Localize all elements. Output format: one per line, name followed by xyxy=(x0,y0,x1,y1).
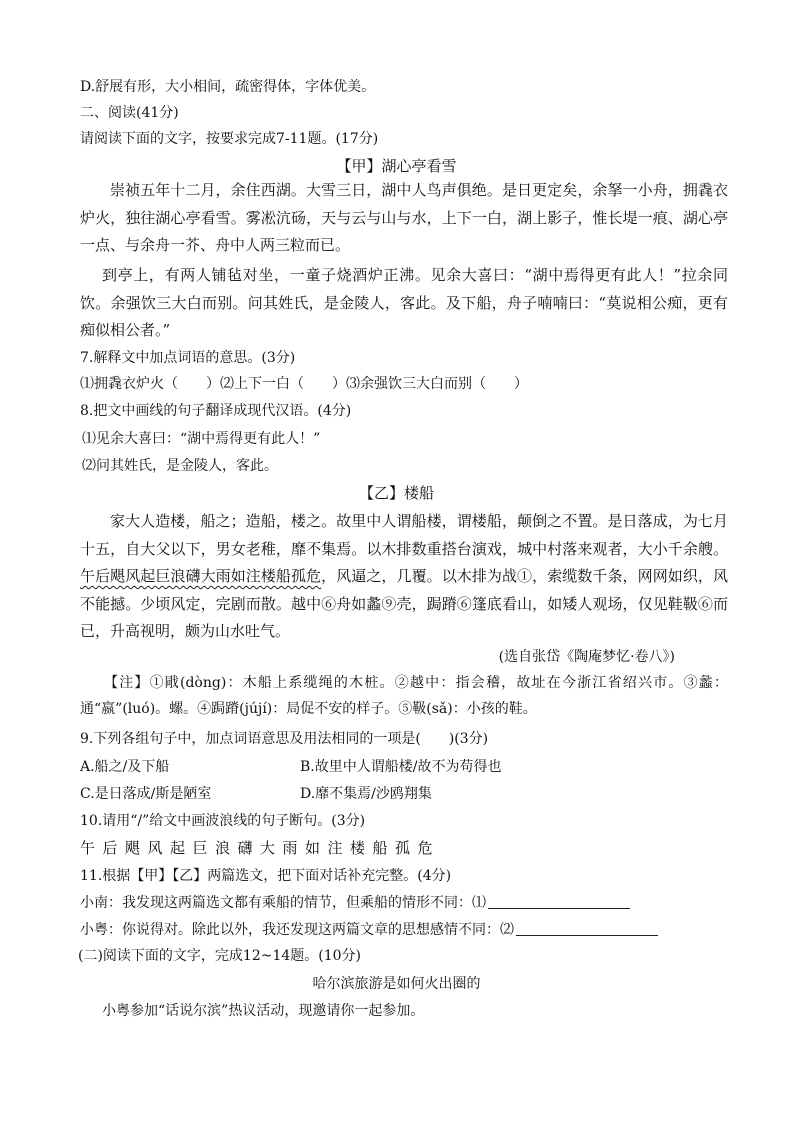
answer-blank-1[interactable] xyxy=(488,895,630,909)
part-2-heading: (二)阅读下面的文字，完成12~14题。(10分) xyxy=(78,948,362,964)
passage-yi-title: 【乙】楼船 xyxy=(358,484,434,502)
question-11-dialogue-a xyxy=(80,893,720,913)
article-intro: 小粤参加“话说尔滨”热议活动，现邀请你一起参加。 xyxy=(102,1003,425,1019)
reading-instruction: 请阅读下面的文字，按要求完成7-11题。(17分) xyxy=(80,131,379,147)
passage-jia-paragraph-2: 到亭上，有两人铺毡对坐，一童子烧酒炉正沸。见余大喜曰：“湖中焉得更有此人！”拉余同饮。余强饮三大白而别。问其姓氏，是金陵人，客此。及下船，舟子喃喃曰：“莫说相公痴，更有痴似相公者。” xyxy=(80,266,728,339)
question-10-sentence: 午后飓风起巨浪礴大雨如注楼船孤危 xyxy=(80,839,441,857)
passage-jia-title: 【甲】湖心亭看雪 xyxy=(336,157,457,175)
question-9: 9.下列各组句子中，加点词语意思及用法相同的一项是( )(3分) xyxy=(80,731,489,747)
question-7-items: ⑴拥毳衣炉火（ ）⑵上下一白（ ）⑶余强饮三大白而别（ ） xyxy=(80,376,528,392)
question-11-dialogue-b xyxy=(80,920,720,940)
option-d: D.舒展有形，大小相间，疏密得体，字体优美。 xyxy=(80,79,376,95)
question-11: 11.根据【甲】【乙】两篇选文，把下面对话补充完整。(4分) xyxy=(80,868,452,884)
passage-yi-text-b: ，风逼之，几覆。以木排为战①，索缆数千条，网网如织，风不能撼。少顷风定，完剧而散。越中⑥舟如蠡⑨壳，跼蹐⑥篷底看山，如矮人观场，仅见鞋靸⑥而已，升高视明，颇为山水吐气。 xyxy=(80,567,728,640)
question-9-option-d: D.靡不集焉/沙鸥翔集 xyxy=(300,786,432,802)
question-8: 8.把文中画线的句子翻译成现代汉语。(4分) xyxy=(80,403,352,419)
dialogue-b-text: 小粤：你说得对。除此以外，我还发现这两篇文章的思想感情不同：⑵ xyxy=(80,922,514,938)
dialogue-a-text: 小南：我发现这两篇选文都有乘船的情节，但乘船的情形不同：⑴ xyxy=(80,895,486,911)
annotation-note: 【注】①戙(dòng)：木船上系缆绳的木桩。②越中：指会稽，故址在今浙江省绍兴市。③蠡：通“嬴”(luó)。螺。④跼蹐(jújí)：局促不安的样子。⑤靸(sǎ)：小孩的鞋。 xyxy=(80,675,728,717)
section-heading: 二、阅读(41分) xyxy=(80,105,179,121)
question-9-option-c: C.是日落成/斯是陋室 xyxy=(80,786,212,802)
question-10: 10.请用“/”给文中画波浪线的句子断句。(3分) xyxy=(80,813,366,829)
question-8-item-2: ⑵问其姓氏，是金陵人，客此。 xyxy=(82,458,278,474)
source-citation: (选自张岱《陶庵梦忆·卷八》) xyxy=(498,649,675,665)
wavy-underlined-sentence: 午后飓风起巨浪礴大雨如注楼船孤危 xyxy=(80,567,322,585)
question-7: 7.解释文中加点词语的意思。(3分) xyxy=(80,350,296,366)
passage-jia-paragraph-1: 崇祯五年十二月，余住西湖。大雪三日，湖中人鸟声俱绝。是日更定矣，余拏一小舟，拥毳衣炉火，独往湖心亭看雪。雾凇沆砀，天与云与山与水，上下一白，湖上影子，惟长堤一痕、湖心亭一点、与余舟一芥、舟中人两三粒而已。 xyxy=(80,181,728,254)
passage-yi-text-a: 家大人造楼，船之；造船，楼之。故里中人谓船楼，谓楼船，颠倒之不置。是日落成，为七月十五，自大父以下，男女老稚，靡不集焉。以木排数重搭台演戏，城中村落来观者，大小千余艘。 xyxy=(80,512,728,558)
passage-yi-paragraph xyxy=(80,508,728,648)
question-8-item-1: ⑴见余大喜曰：“湖中焉得更有此人！” xyxy=(82,431,321,447)
question-9-option-a: A.船之/及下船 xyxy=(80,759,170,775)
answer-blank-2[interactable] xyxy=(516,922,658,936)
article-title: 哈尔滨旅游是如何火出圈的 xyxy=(312,976,481,992)
question-9-option-b: B.故里中人谓船楼/故不为苟得也 xyxy=(300,759,502,775)
